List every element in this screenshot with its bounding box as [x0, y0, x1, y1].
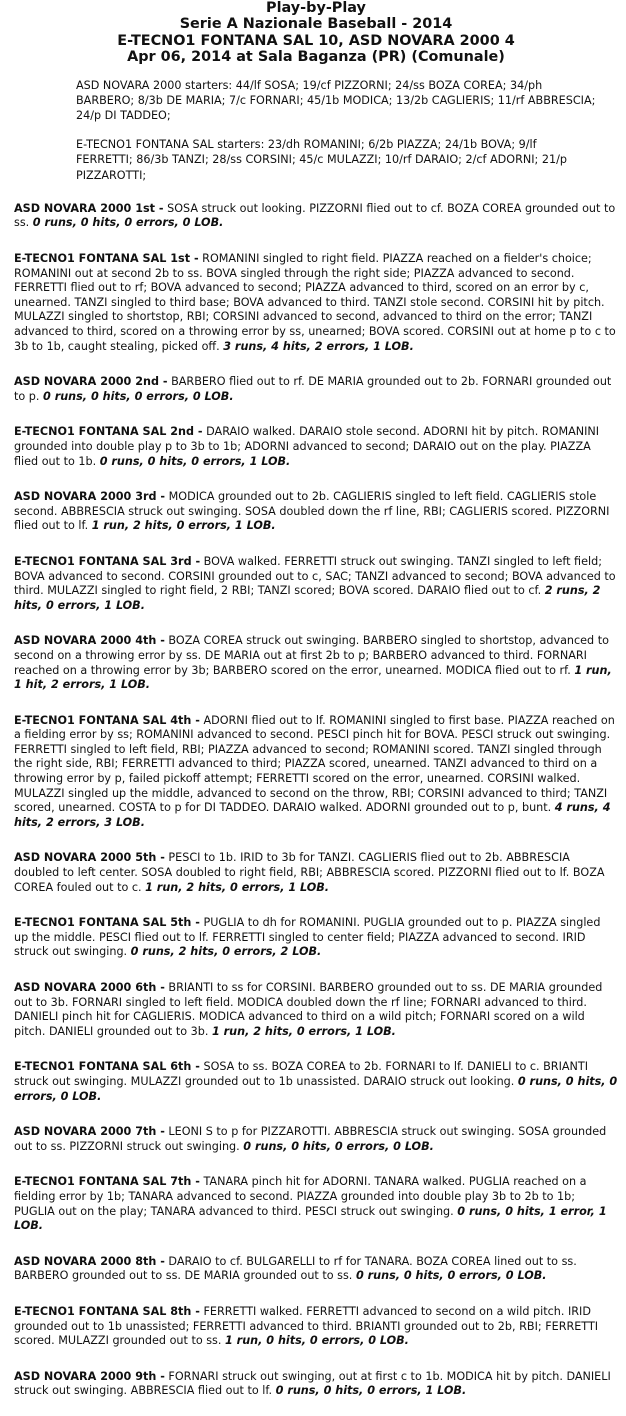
inning-label: E-TECNO1 FONTANA SAL 7th - — [14, 1175, 200, 1189]
inning-label: ASD NOVARA 2000 7th - — [14, 1125, 165, 1139]
inning-label: E-TECNO1 FONTANA SAL 8th - — [14, 1304, 200, 1318]
inning-label: ASD NOVARA 2000 3rd - — [14, 490, 166, 504]
inning-summary: 3 runs, 4 hits, 2 errors, 1 LOB. — [223, 339, 414, 353]
inning-summary: 2 runs, 2 hits, 0 errors, 1 LOB. — [14, 584, 601, 612]
play-text: BOVA walked. FERRETTI struck out swinging. TANZI singled to left field; BOVA advanced to second. CORSINI grounded out to c, SAC; TANZI advanced to second; BOVA advanced to third. MULAZZI singled to right field, 2 RBI; TANZI scored; BOVA scored. DARAIO flied out to cf. — [14, 554, 616, 598]
inning-summary: 0 runs, 2 hits, 0 errors, 2 LOB. — [130, 945, 322, 959]
inning-summary: 0 runs, 0 hits, 0 errors, 0 LOB. — [43, 389, 234, 403]
inning-summary: 0 runs, 0 hits, 0 errors, 0 LOB. — [14, 1074, 618, 1103]
inning-summary: 4 runs, 4 hits, 2 errors, 3 LOB. — [14, 801, 611, 829]
half-inning — [14, 1255, 618, 1284]
play-text: PUGLIA to dh for ROMANINI. PUGLIA grounded out to p. PIAZZA singled up the middle. PESCI flied out to lf. FERRETTI singled to center field; PIAZZA advanced to second. IRID struck out swinging. — [14, 916, 601, 959]
play-text: SOSA struck out looking. PIZZORNI flied out to cf. BOZA COREA grounded out to ss. — [14, 201, 616, 230]
half-inning — [14, 851, 618, 895]
half-inning — [14, 375, 618, 404]
half-inning — [14, 1125, 618, 1154]
starters-section — [76, 78, 596, 183]
league-title: Serie A Nazionale Baseball - 2014 — [179, 16, 453, 33]
play-text: BOZA COREA struck out swinging. BARBERO singled to shortstop, advanced to second on a throwing error by ss. DE MARIA out at first 2b to p; BARBERO advanced to third. FORNARI reached on a throwing error by 3b; BARBERO scored on the error, unearned. MODICA flied out to rf. — [14, 634, 609, 677]
inning-label: ASD NOVARA 2000 5th - — [14, 851, 165, 865]
half-inning — [14, 1175, 618, 1233]
inning-label: ASD NOVARA 2000 1st - — [14, 201, 164, 215]
play-text: BARBERO flied out to rf. DE MARIA grounded out to 2b. FORNARI grounded out to p. — [14, 375, 612, 403]
home-starters: E-TECNO1 FONTANA SAL starters: 23/dh ROMANINI; 6/2b PIAZZA; 24/1b BOVA; 9/lf FERRETTI; 86/3b TANZI; 28/ss CORSINI; 45/c MULAZZI; 10/rf DARAIO; 2/cf ADORNI; 21/p PIZZAROTTI; — [76, 138, 567, 182]
inning-label: ASD NOVARA 2000 2nd - — [14, 375, 168, 389]
half-inning — [14, 1305, 618, 1349]
half-inning — [14, 490, 618, 534]
inning-summary: 1 run, 2 hits, 0 errors, 1 LOB. — [211, 1024, 396, 1038]
date-venue: Apr 06, 2014 at Sala Baganza (PR) (Comunale) — [127, 49, 505, 66]
final-score: E-TECNO1 FONTANA SAL 10, ASD NOVARA 2000 4 — [117, 32, 515, 49]
play-text: MODICA grounded out to 2b. CAGLIERIS singled to left field. CAGLIERIS stole second. ABBRESCIA struck out swinging. SOSA doubled down the rf line, RBI; CAGLIERIS scored. PIZZORNI flied out to lf. — [14, 490, 610, 533]
inning-summary: 1 run, 1 hit, 2 errors, 1 LOB. — [14, 663, 612, 692]
inning-label: ASD NOVARA 2000 8th - — [14, 1254, 165, 1268]
half-inning — [14, 1060, 618, 1104]
inning-label: E-TECNO1 FONTANA SAL 4th - — [14, 713, 200, 727]
half-innings-list — [14, 202, 618, 1399]
inning-label: ASD NOVARA 2000 9th - — [14, 1369, 165, 1383]
inning-label: E-TECNO1 FONTANA SAL 3rd - — [14, 554, 201, 568]
document-title: Play-by-Play — [266, 0, 366, 16]
inning-summary: 0 runs, 0 hits, 0 errors, 1 LOB. — [99, 454, 291, 468]
half-inning — [14, 425, 618, 469]
half-inning — [14, 634, 618, 692]
half-inning — [14, 202, 618, 231]
inning-label: E-TECNO1 FONTANA SAL 5th - — [14, 916, 200, 930]
half-inning — [14, 714, 618, 831]
inning-summary: 0 runs, 0 hits, 0 errors, 0 LOB. — [243, 1139, 434, 1153]
half-inning — [14, 252, 618, 354]
play-text: BRIANTI to ss for CORSINI. BARBERO grounded out to ss. DE MARIA grounded out to 3b. FORNARI singled to left field. MODICA doubled down the rf line; FORNARI advanced to third. DANIELI pinch hit for CAGLIERIS. MODICA advanced to third on a wild pitch; FORNARI scored on a wild pitch. DANIELI grounded out to 3b. — [14, 981, 603, 1038]
inning-label: ASD NOVARA 2000 4th - — [14, 634, 165, 648]
play-text: TANARA pinch hit for ADORNI. TANARA walked. PUGLIA reached on a fielding error by 1b; TANARA advanced to second. PIAZZA grounded into double play 3b to 2b to 1b; PUGLIA out on the play; TANARA advanced to third. PESCI struck out swinging. — [14, 1175, 587, 1218]
half-inning — [14, 555, 618, 613]
half-inning — [14, 1370, 618, 1399]
inning-summary: 0 runs, 0 hits, 0 errors, 0 LOB. — [355, 1269, 547, 1283]
inning-label: E-TECNO1 FONTANA SAL 1st - — [14, 252, 199, 266]
half-inning — [14, 981, 618, 1039]
play-text: LEONI S to p for PIZZAROTTI. ABBRESCIA struck out swinging. SOSA grounded out to ss. PIZZORNI struck out swinging. — [14, 1125, 607, 1153]
half-inning — [14, 916, 618, 960]
play-text: PESCI to 1b. IRID to 3b for TANZI. CAGLIERIS flied out to 2b. ABBRESCIA doubled to left center. SOSA doubled to right field, RBI; ABBRESCIA scored. PIZZORNI flied out to lf. BOZA COREA fouled out to c. — [14, 851, 605, 894]
play-text: ROMANINI singled to right field. PIAZZA reached on a fielder's choice; ROMANINI out at second 2b to ss. BOVA singled through the right side; PIAZZA advanced to second. FERRETTI flied out to rf; BOVA advanced to second; PIAZZA advanced to third, scored on an error by c, unearned. TANZI singled to third base; BOVA advanced to third. TANZI stole second. CORSINI hit by pitch. MULAZZI singled to shortstop, RBI; CORSINI advanced to second, advanced to third on the error; TANZI advanced to third, scored on a throwing error by ss, unearned; BOVA scored. CORSINI out at home p to c to 3b to 1b, caught stealing, picked off. — [14, 252, 616, 353]
inning-summary: 0 runs, 0 hits, 0 errors, 0 LOB. — [32, 216, 224, 230]
document-header — [14, 0, 618, 66]
inning-label: ASD NOVARA 2000 6th - — [14, 981, 165, 994]
play-text: FERRETTI walked. FERRETTI advanced to second on a wild pitch. IRID grounded out to 1b unassisted; FERRETTI advanced to third. BRIANTI grounded out to 2b, RBI; FERRETTI scored. MULAZZI grounded out to ss. — [14, 1304, 599, 1348]
away-starters: ASD NOVARA 2000 starters: 44/lf SOSA; 19/cf PIZZORNI; 24/ss BOZA COREA; 34/ph BARBERO; 8/3b DE MARIA; 7/c FORNARI; 45/1b MODICA; 13/2b CAGLIERIS; 11/rf ABBRESCIA; 24/p DI TADDEO; — [76, 78, 596, 123]
inning-summary: 0 runs, 0 hits, 1 error, 1 LOB. — [14, 1204, 607, 1233]
inning-summary: 1 run, 2 hits, 0 errors, 1 LOB. — [91, 519, 276, 533]
inning-summary: 0 runs, 0 hits, 0 errors, 1 LOB. — [275, 1384, 467, 1398]
inning-summary: 1 run, 0 hits, 0 errors, 0 LOB. — [225, 1334, 409, 1348]
inning-label: E-TECNO1 FONTANA SAL 2nd - — [14, 425, 203, 439]
inning-label: E-TECNO1 FONTANA SAL 6th - — [14, 1060, 200, 1074]
play-text: ADORNI flied out to lf. ROMANINI singled to first base. PIAZZA reached on a fielding error by ss; ROMANINI advanced to second. PESCI pinch hit for BOVA. PESCI struck out swinging. FERRETTI singled to left field, RBI; PIAZZA advanced to second; ROMANINI scored. TANZI singled through the right side, RBI; FERRETTI advanced to third; PIAZZA scored, unearned. TANZI advanced to third on a throwing error by p, failed pickoff attempt; FERRETTI scored on the error, unearned. CORSINI walked. MULAZZI singled up the middle, advanced to second on the throw, RBI; CORSINI advanced to third; TANZI scored, unearned. COSTA to p for DI TADDEO. DARAIO walked. ADORNI grounded out to p, bunt. — [14, 713, 615, 815]
play-text: DARAIO walked. DARAIO stole second. ADORNI hit by pitch. ROMANINI grounded into double play p to 3b to 1b; ADORNI advanced to second; DARAIO out on the play. PIAZZA flied out to 1b. — [14, 425, 600, 468]
play-text: FORNARI struck out swinging, out at first c to 1b. MODICA hit by pitch. DANIELI struck out swinging. ABBRESCIA flied out to lf. — [14, 1369, 611, 1398]
play-text: SOSA to ss. BOZA COREA to 2b. FORNARI to lf. DANIELI to c. BRIANTI struck out swinging. MULAZZI grounded out to 1b unassisted. DARAIO struck out looking. — [14, 1060, 589, 1088]
inning-summary: 1 run, 2 hits, 0 errors, 1 LOB. — [145, 880, 330, 894]
play-text: DARAIO to cf. BULGARELLI to rf for TANARA. BOZA COREA lined out to ss. BARBERO grounded out to ss. DE MARIA grounded out to ss. — [14, 1254, 577, 1283]
